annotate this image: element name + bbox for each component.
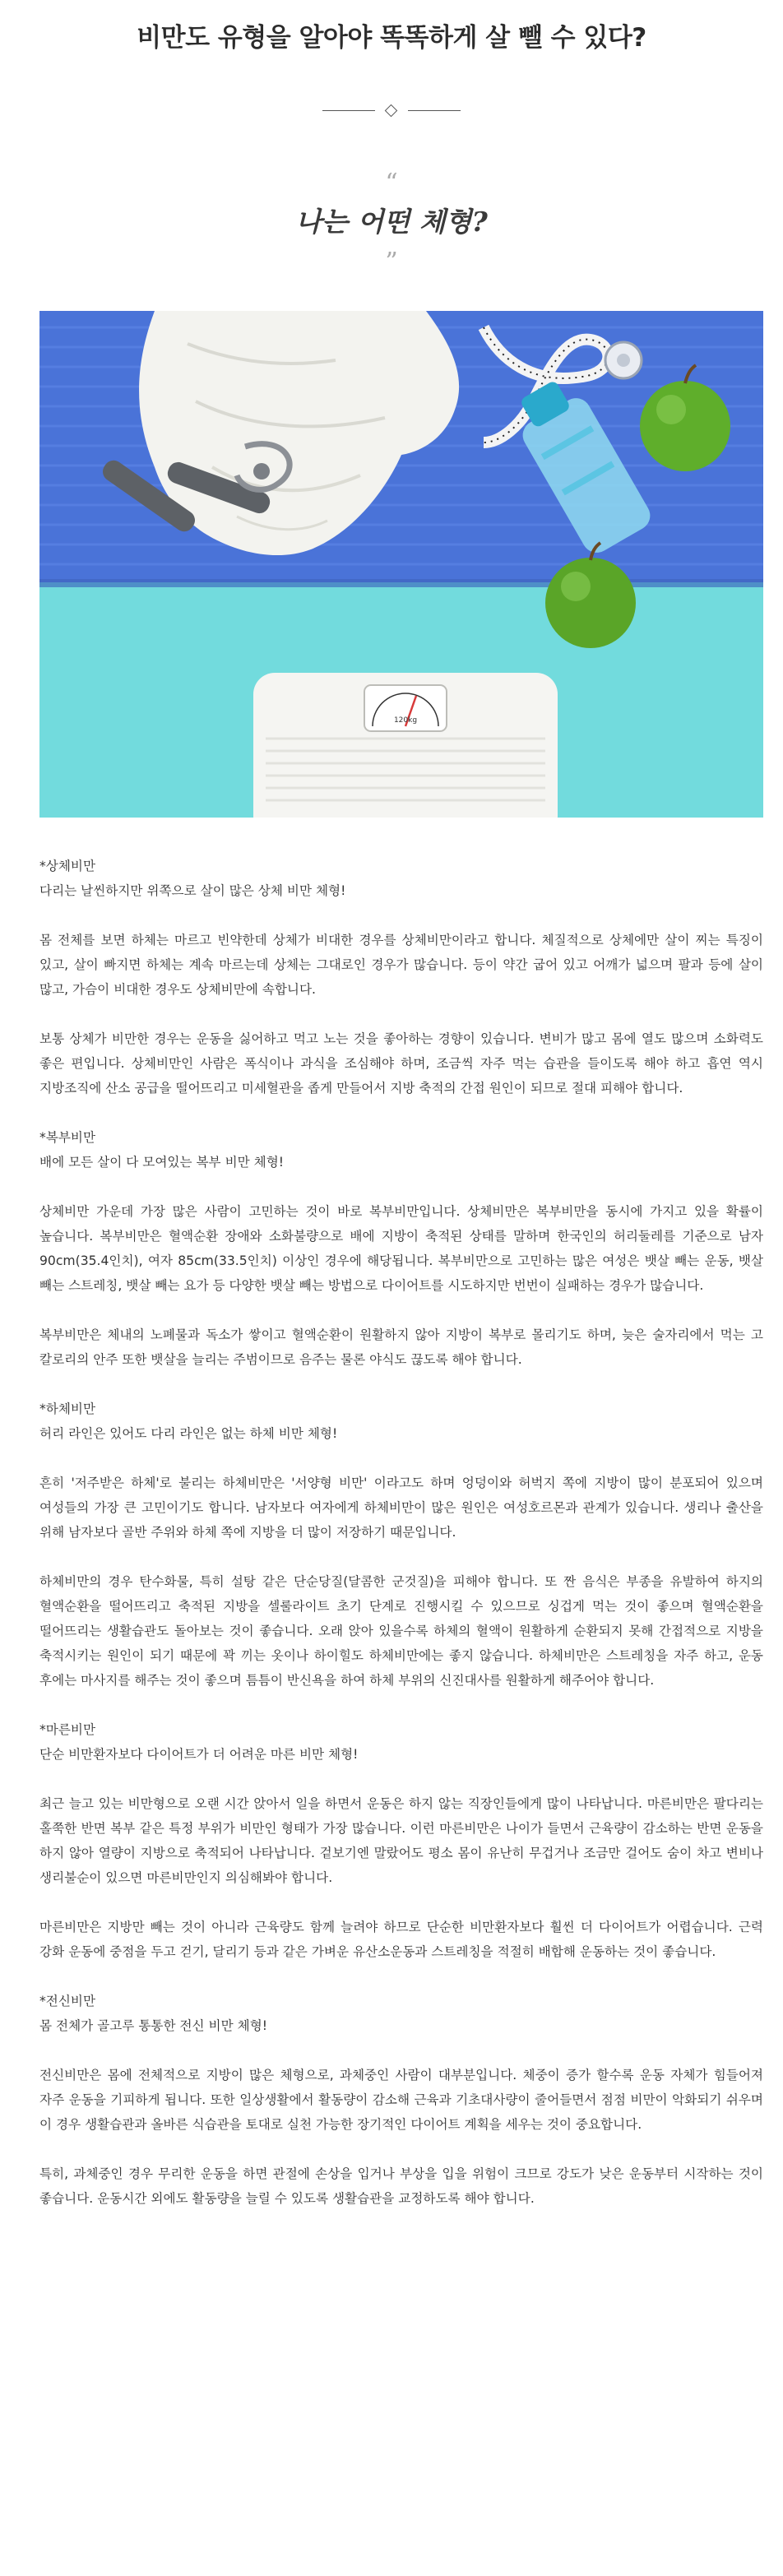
section-title: *하체비만 [39, 1402, 96, 1416]
divider-line-left [322, 110, 375, 111]
scale-dial-label: 120kg [393, 716, 418, 725]
paragraph: 상체비만 가운데 가장 많은 사람이 고민하는 것이 바로 복부비만입니다. 상체비만은 복부비만을 동시에 가지고 있을 확률이 높습니다. 복부비만은 혈액순환 장애와 소화불량으로 배에 지방이 축적된 상태를 말하며 한국인의 허리둘레를 기준으로 남자 90cm(35.4인치), 여자 85cm(33.5인치) 이상인 경우에 해당됩니다. 복부비만으로 고민하는 많은 여성은 뱃살 빼는 운동, 뱃살 빼는 스트레칭, 뱃살 빼는 요가 등 다양한 뱃살 빼는 방법으로 다이어트를 시도하지만 번번이 실패하는 경우가 많습니다. [39, 1204, 763, 1293]
section-whole-body [39, 1989, 763, 2211]
title-divider [322, 105, 461, 117]
section-subtitle: 몸 전체가 골고루 통통한 전신 비만 체형! [39, 2018, 268, 2033]
paragraph: 전신비만은 몸에 전체적으로 지방이 많은 체형으로, 과체중인 사람이 대부분입니다. 체중이 증가 할수록 운동 자체가 힘들어져 자주 운동을 기피하게 됩니다. 또한 일상생활에서 활동량이 감소해 근육과 기초대사량이 줄어들면서 점점 비만이 악화되기 쉬우며 이 경우 생활습관과 올바른 식습관을 토대로 실천 가능한 장기적인 다이어트 계획을 세우는 것이 중요합니다. [39, 2068, 763, 2132]
paragraph: 특히, 과체중인 경우 무리한 운동을 하면 관절에 손상을 입거나 부상을 입을 위험이 크므로 강도가 낮은 운동부터 시작하는 것이 좋습니다. 운동시간 외에도 활동량을 늘릴 수 있도록 생활습관을 교정하도록 해야 합니다. [39, 2166, 763, 2206]
section-subtitle: 배에 모든 살이 다 모여있는 복부 비만 체형! [39, 1155, 285, 1170]
section-title: *전신비만 [39, 1994, 96, 2008]
section-upper-body [39, 854, 763, 1100]
section-subtitle: 다리는 날씬하지만 위쪽으로 살이 많은 상체 비만 체형! [39, 883, 346, 898]
close-quote-icon: ” [385, 248, 398, 276]
section-subtitle: 단순 비만환자보다 다이어트가 더 어려운 마른 비만 체형! [39, 1747, 359, 1762]
diamond-icon [385, 104, 398, 118]
section-heading: 나는 어떤 체형? [295, 206, 488, 238]
paragraph: 흔히 '저주받은 하체'로 불리는 하체비만은 '서양형 비만' 이라고도 하며 엉덩이와 허벅지 쪽에 지방이 많이 분포되어 있으며 여성들의 가장 큰 고민이기도 합니다. 남자보다 여자에게 하체비만이 많은 원인은 여성호르몬과 관계가 있습니다. 생리나 출산을 위해 남자보다 골반 주위와 하체 쪽에 지방을 더 많이 저장하기 때문입니다. [39, 1476, 763, 1540]
bathroom-scale-icon [253, 673, 558, 818]
section-lower-body [39, 1397, 763, 1693]
section-title: *복부비만 [39, 1130, 96, 1145]
section-title: *마른비만 [39, 1722, 96, 1737]
divider-line-right [408, 110, 461, 111]
paragraph: 하체비만의 경우 탄수화물, 특히 설탕 같은 단순당질(달콤한 군것질)을 피해야 합니다. 또 짠 음식은 부종을 유발하여 하지의 혈액순환을 떨어뜨리고 축적된 지방을 셀룰라이트 초기 단계로 진행시킬 수 있으므로 싱겁게 먹는 것이 좋으며 혈액순환을 떨어뜨리는 생활습관도 돌아보는 것이 좋습니다. 오래 앉아 있을수록 하체의 혈액이 원활하게 순환되지 못해 간접적으로 지방을 축적시키는 원인이 되기 때문에 꽉 끼는 옷이나 하이힐도 하체비만에는 좋지 않습니다. 하체비만은 스트레칭을 자주 하고, 운동 후에는 마사지를 해주는 것이 좋으며 틈틈이 반신욕을 하여 하체 부위의 신진대사를 원활하게 해주어야 합니다. [39, 1574, 763, 1688]
open-quote-icon: “ [385, 169, 398, 197]
page-title: 비만도 유형을 알아야 똑똑하게 살 뺄 수 있다? [137, 23, 646, 53]
section-title: *상체비만 [39, 859, 96, 873]
section-subtitle: 허리 라인은 있어도 다리 라인은 없는 하체 비만 체형! [39, 1426, 338, 1441]
article-body [39, 854, 763, 2211]
paragraph: 마른비만은 지방만 빼는 것이 아니라 근육량도 함께 늘려야 하므로 단순한 비만환자보다 훨씬 더 다이어트가 어렵습니다. 근력 강화 운동에 중점을 두고 걷기, 달리기 등과 같은 가벼운 유산소운동과 스트레칭을 적절히 배합해 운동하는 것이 좋습니다. [39, 1920, 763, 1959]
section-skinny-fat [39, 1717, 763, 1964]
paragraph: 복부비만은 체내의 노폐물과 독소가 쌓이고 혈액순환이 원활하지 않아 지방이 복부로 몰리기도 하며, 늦은 술자리에서 먹는 고 칼로리의 안주 또한 뱃살을 늘리는 주범이므로 음주는 물론 야식도 끊도록 해야 합니다. [39, 1327, 763, 1367]
section-abdominal [39, 1125, 763, 1372]
paragraph: 보통 상체가 비만한 경우는 운동을 싫어하고 먹고 노는 것을 좋아하는 경향이 있습니다. 변비가 많고 몸에 열도 많으며 소화력도 좋은 편입니다. 상체비만인 사람은 폭식이나 과식을 조심해야 하며, 조금씩 자주 먹는 습관을 들이도록 해야 하고 흡연 역시 지방조직에 산소 공급을 떨어뜨리고 미세혈관을 좁게 만들어서 지방 축적의 간접 원인이 되므로 절대 피해야 합니다. [39, 1031, 763, 1096]
paragraph: 최근 늘고 있는 비만형으로 오랜 시간 앉아서 일을 하면서 운동은 하지 않는 직장인들에게 많이 나타납니다. 마른비만은 팔다리는 홀쭉한 반면 복부 같은 특정 부위가 비만인 형태가 가장 많습니다. 이런 마른비만은 나이가 들면서 근육량이 감소하는 반면 운동을 하지 않아 열량이 지방으로 축적되어 나타납니다. 겉보기엔 말랐어도 평소 몸이 유난히 무겁거나 조금만 걸어도 숨이 차고 변비나 생리불순이 있으면 마른비만인지 의심해봐야 합니다. [39, 1796, 763, 1885]
paragraph: 몸 전체를 보면 하체는 마르고 빈약한데 상체가 비대한 경우를 상체비만이라고 합니다. 체질적으로 상체에만 살이 찌는 특징이 있고, 살이 빠지면 하체는 계속 마르는데 상체는 그대로인 경우가 많습니다. 등이 약간 굽어 있고 어깨가 넓으며 팔과 등에 살이 많고, 가슴이 비대한 경우도 상체비만에 속합니다. [39, 933, 763, 997]
hero-image [39, 311, 763, 818]
